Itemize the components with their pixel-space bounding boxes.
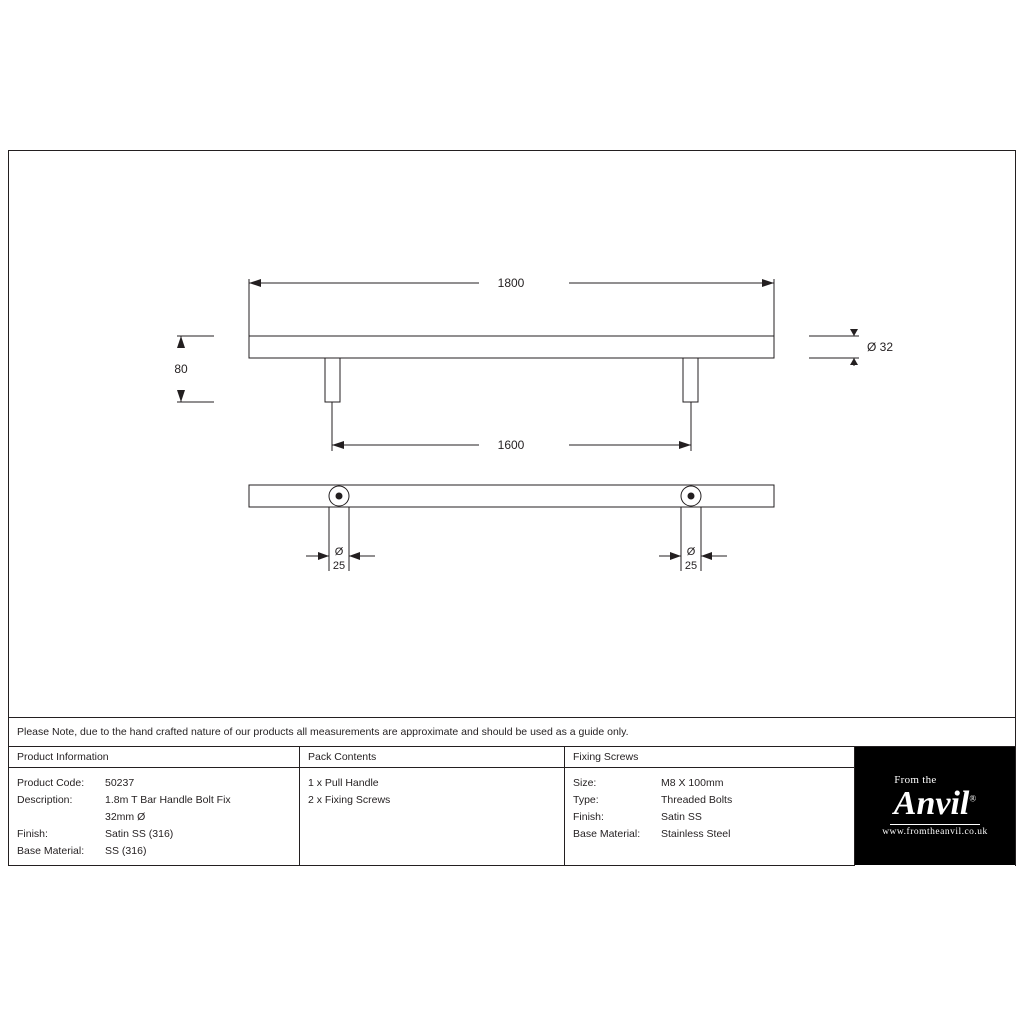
screw-finish-label: Finish: [573,811,604,823]
fixing-screws-header: Fixing Screws [565,747,854,768]
screw-size-value: M8 X 100mm [661,777,724,789]
dimension-hole-diameter-symbol-right: Ø [686,546,696,558]
table-row [17,843,291,860]
fixing-screws-column [565,747,855,866]
dimension-bar-diameter: Ø 32 [867,340,894,354]
logo-registered-mark: ® [969,793,977,804]
logo-url: www.fromtheanvil.co.uk [882,826,988,837]
screw-type-label: Type: [573,794,599,806]
list-item: 1 x Pull Handle [308,777,379,789]
table-row [17,775,291,792]
finish-value: Satin SS (316) [105,828,174,840]
screw-type-value: Threaded Bolts [661,794,733,806]
dimension-length: 1800 [497,276,525,290]
dimension-centres: 1600 [497,438,525,452]
measurement-note-row [9,717,1015,746]
product-code-label: Product Code: [17,777,85,789]
logo-column [855,747,1015,866]
pack-contents-header: Pack Contents [300,747,564,768]
product-information-column [9,747,300,866]
logo-top-text: From the [894,773,937,786]
list-item: 2 x Fixing Screws [308,794,391,806]
table-row [573,809,846,826]
finish-label: Finish: [17,828,48,840]
base-material-value: SS (316) [105,845,147,857]
table-row [573,775,846,792]
description-value-line2: 32mm Ø [105,811,146,823]
dimension-hole-diameter-value-right: 25 [684,560,698,572]
table-row [573,826,846,843]
screw-base-material-value: Stainless Steel [661,828,731,840]
pack-contents-column [300,747,565,866]
product-code-value: 50237 [105,777,135,789]
description-label: Description: [17,794,73,806]
screw-base-material-label: Base Material: [573,828,641,840]
logo-wordmark-text: Anvil [893,784,970,822]
screw-size-label: Size: [573,777,597,789]
dimension-hole-diameter-value-left: 25 [332,560,346,572]
table-row [573,792,846,809]
drawing-sheet [8,150,1016,866]
logo-divider [890,824,980,825]
base-material-label: Base Material: [17,845,85,857]
dimension-hole-diameter-symbol-left: Ø [334,546,344,558]
dimension-height: 80 [174,362,188,376]
measurement-note: Please Note, due to the hand crafted nature of our products all measurements are approximate and should be used as a guide only. [17,726,629,738]
screw-finish-value: Satin SS [661,811,702,823]
info-table [9,746,1015,866]
logo-wordmark [893,784,977,822]
product-information-header: Product Information [9,747,299,768]
table-row [17,792,291,809]
description-value: 1.8m T Bar Handle Bolt Fix [105,794,231,806]
table-row [17,826,291,843]
technical-drawing [9,151,1015,717]
brand-logo [855,747,1015,865]
